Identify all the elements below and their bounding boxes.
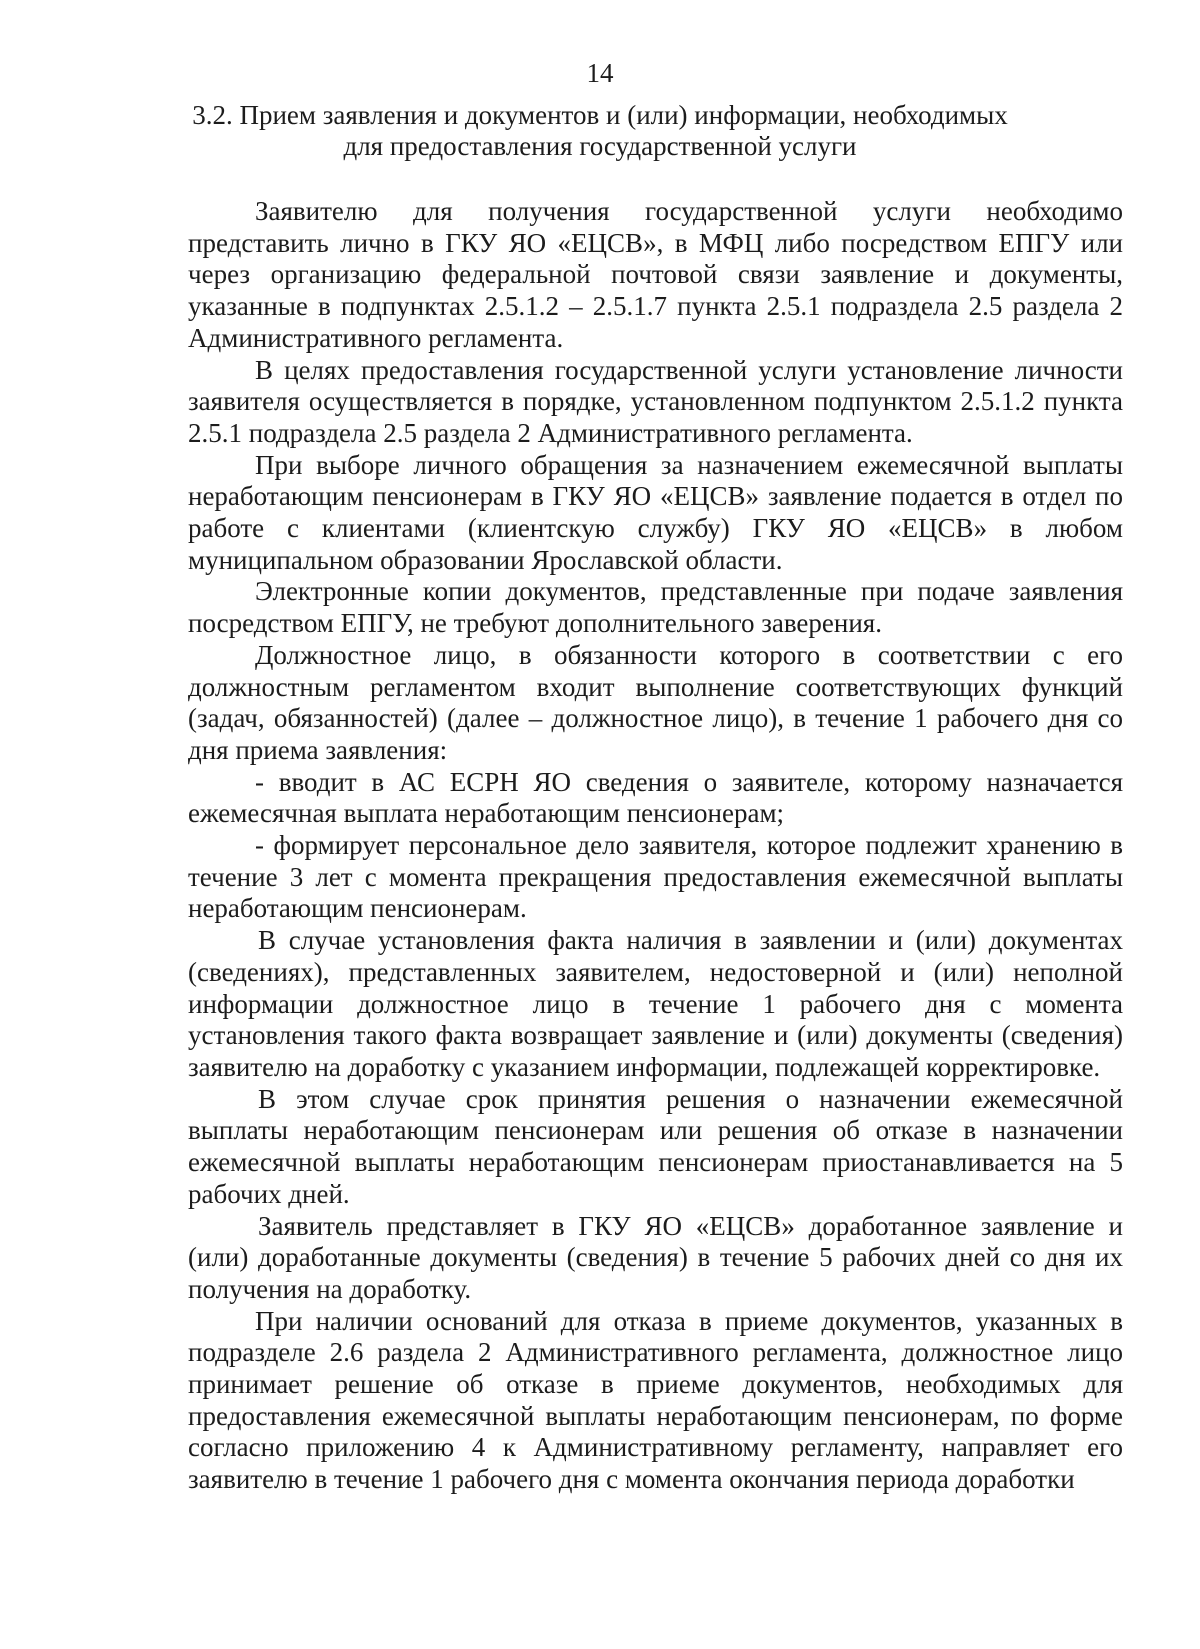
paragraph: Заявителю для получения государственной услуги необходимо представить лично в ГКУ ЯО «ЕЦСВ», в МФЦ либо посредством ЕПГУ или через организацию федеральной почтовой связи заявление и документы, указанные в подпунктах 2.5.1.2 – 2.5.1.7 пункта 2.5.1 подраздела 2.5 раздела 2 Административного регламента. xyxy=(188,196,1123,353)
body-text xyxy=(188,196,1123,1496)
paragraph: При наличии оснований для отказа в приеме документов, указанных в подразделе 2.6 раздела 2 Административного регламента, должностное лицо принимает решение об отказе в приеме документов, необходимых для предоставления ежемесячной выплаты неработающим пенсионерам, по форме согласно приложению 4 к Административному регламенту, направляет его заявителю в течение 1 рабочего дня с момента окончания периода доработки xyxy=(188,1305,1123,1495)
paragraph: В целях предоставления государственной услуги установление личности заявителя осуществляется в порядке, установленном подпунктом 2.5.1.2 пункта 2.5.1 подраздела 2.5 раздела 2 Административного регламента. xyxy=(188,354,1123,448)
section-title xyxy=(150,100,1050,162)
paragraph: В случае установления факта наличия в заявлении и (или) документах (сведениях), представленных заявителем, недостоверной и (или) неполной информации должностное лицо в течение 1 рабочего дня с момента установления такого факта возвращает заявление и (или) документы (сведения) заявителю на доработку с указанием информации, подлежащей корректировке. xyxy=(188,925,1123,1082)
paragraph: Должностное лицо, в обязанности которого в соответствии с его должностным регламентом входит выполнение соответствующих функций (задач, обязанностей) (далее – должностное лицо), в течение 1 рабочего дня со дня приема заявления: xyxy=(188,639,1123,765)
paragraph: В этом случае срок принятия решения о назначении ежемесячной выплаты неработающим пенсионерам или решения об отказе в назначении ежемесячной выплаты неработающим пенсионерам приостанавливается на 5 рабочих дней. xyxy=(188,1083,1123,1209)
list-item: - вводит в АС ЕСРН ЯО сведения о заявителе, которому назначается ежемесячная выплата неработающим пенсионерам; xyxy=(188,766,1123,829)
paragraph: Электронные копии документов, представленные при подаче заявления посредством ЕПГУ, не требуют дополнительного заверения. xyxy=(188,576,1123,639)
page-number: 14 xyxy=(586,58,614,88)
paragraph: При выборе личного обращения за назначением ежемесячной выплаты неработающим пенсионерам в ГКУ ЯО «ЕЦСВ» заявление подается в отдел по работе с клиентами (клиентскую службу) ГКУ ЯО «ЕЦСВ» в любом муниципальном образовании Ярославской области. xyxy=(188,449,1123,575)
section-title-line-1: 3.2. Прием заявления и документов и (или) информации, необходимых xyxy=(192,100,1008,130)
list-item: - формирует персональное дело заявителя, которое подлежит хранению в течение 3 лет с момента прекращения предоставления ежемесячной выплаты неработающим пенсионерам. xyxy=(188,830,1123,924)
section-title-line-2: для предоставления государственной услуги xyxy=(343,131,857,161)
paragraph: Заявитель представляет в ГКУ ЯО «ЕЦСВ» доработанное заявление и (или) доработанные документы (сведения) в течение 5 рабочих дней со дня их получения на доработку. xyxy=(188,1210,1123,1304)
